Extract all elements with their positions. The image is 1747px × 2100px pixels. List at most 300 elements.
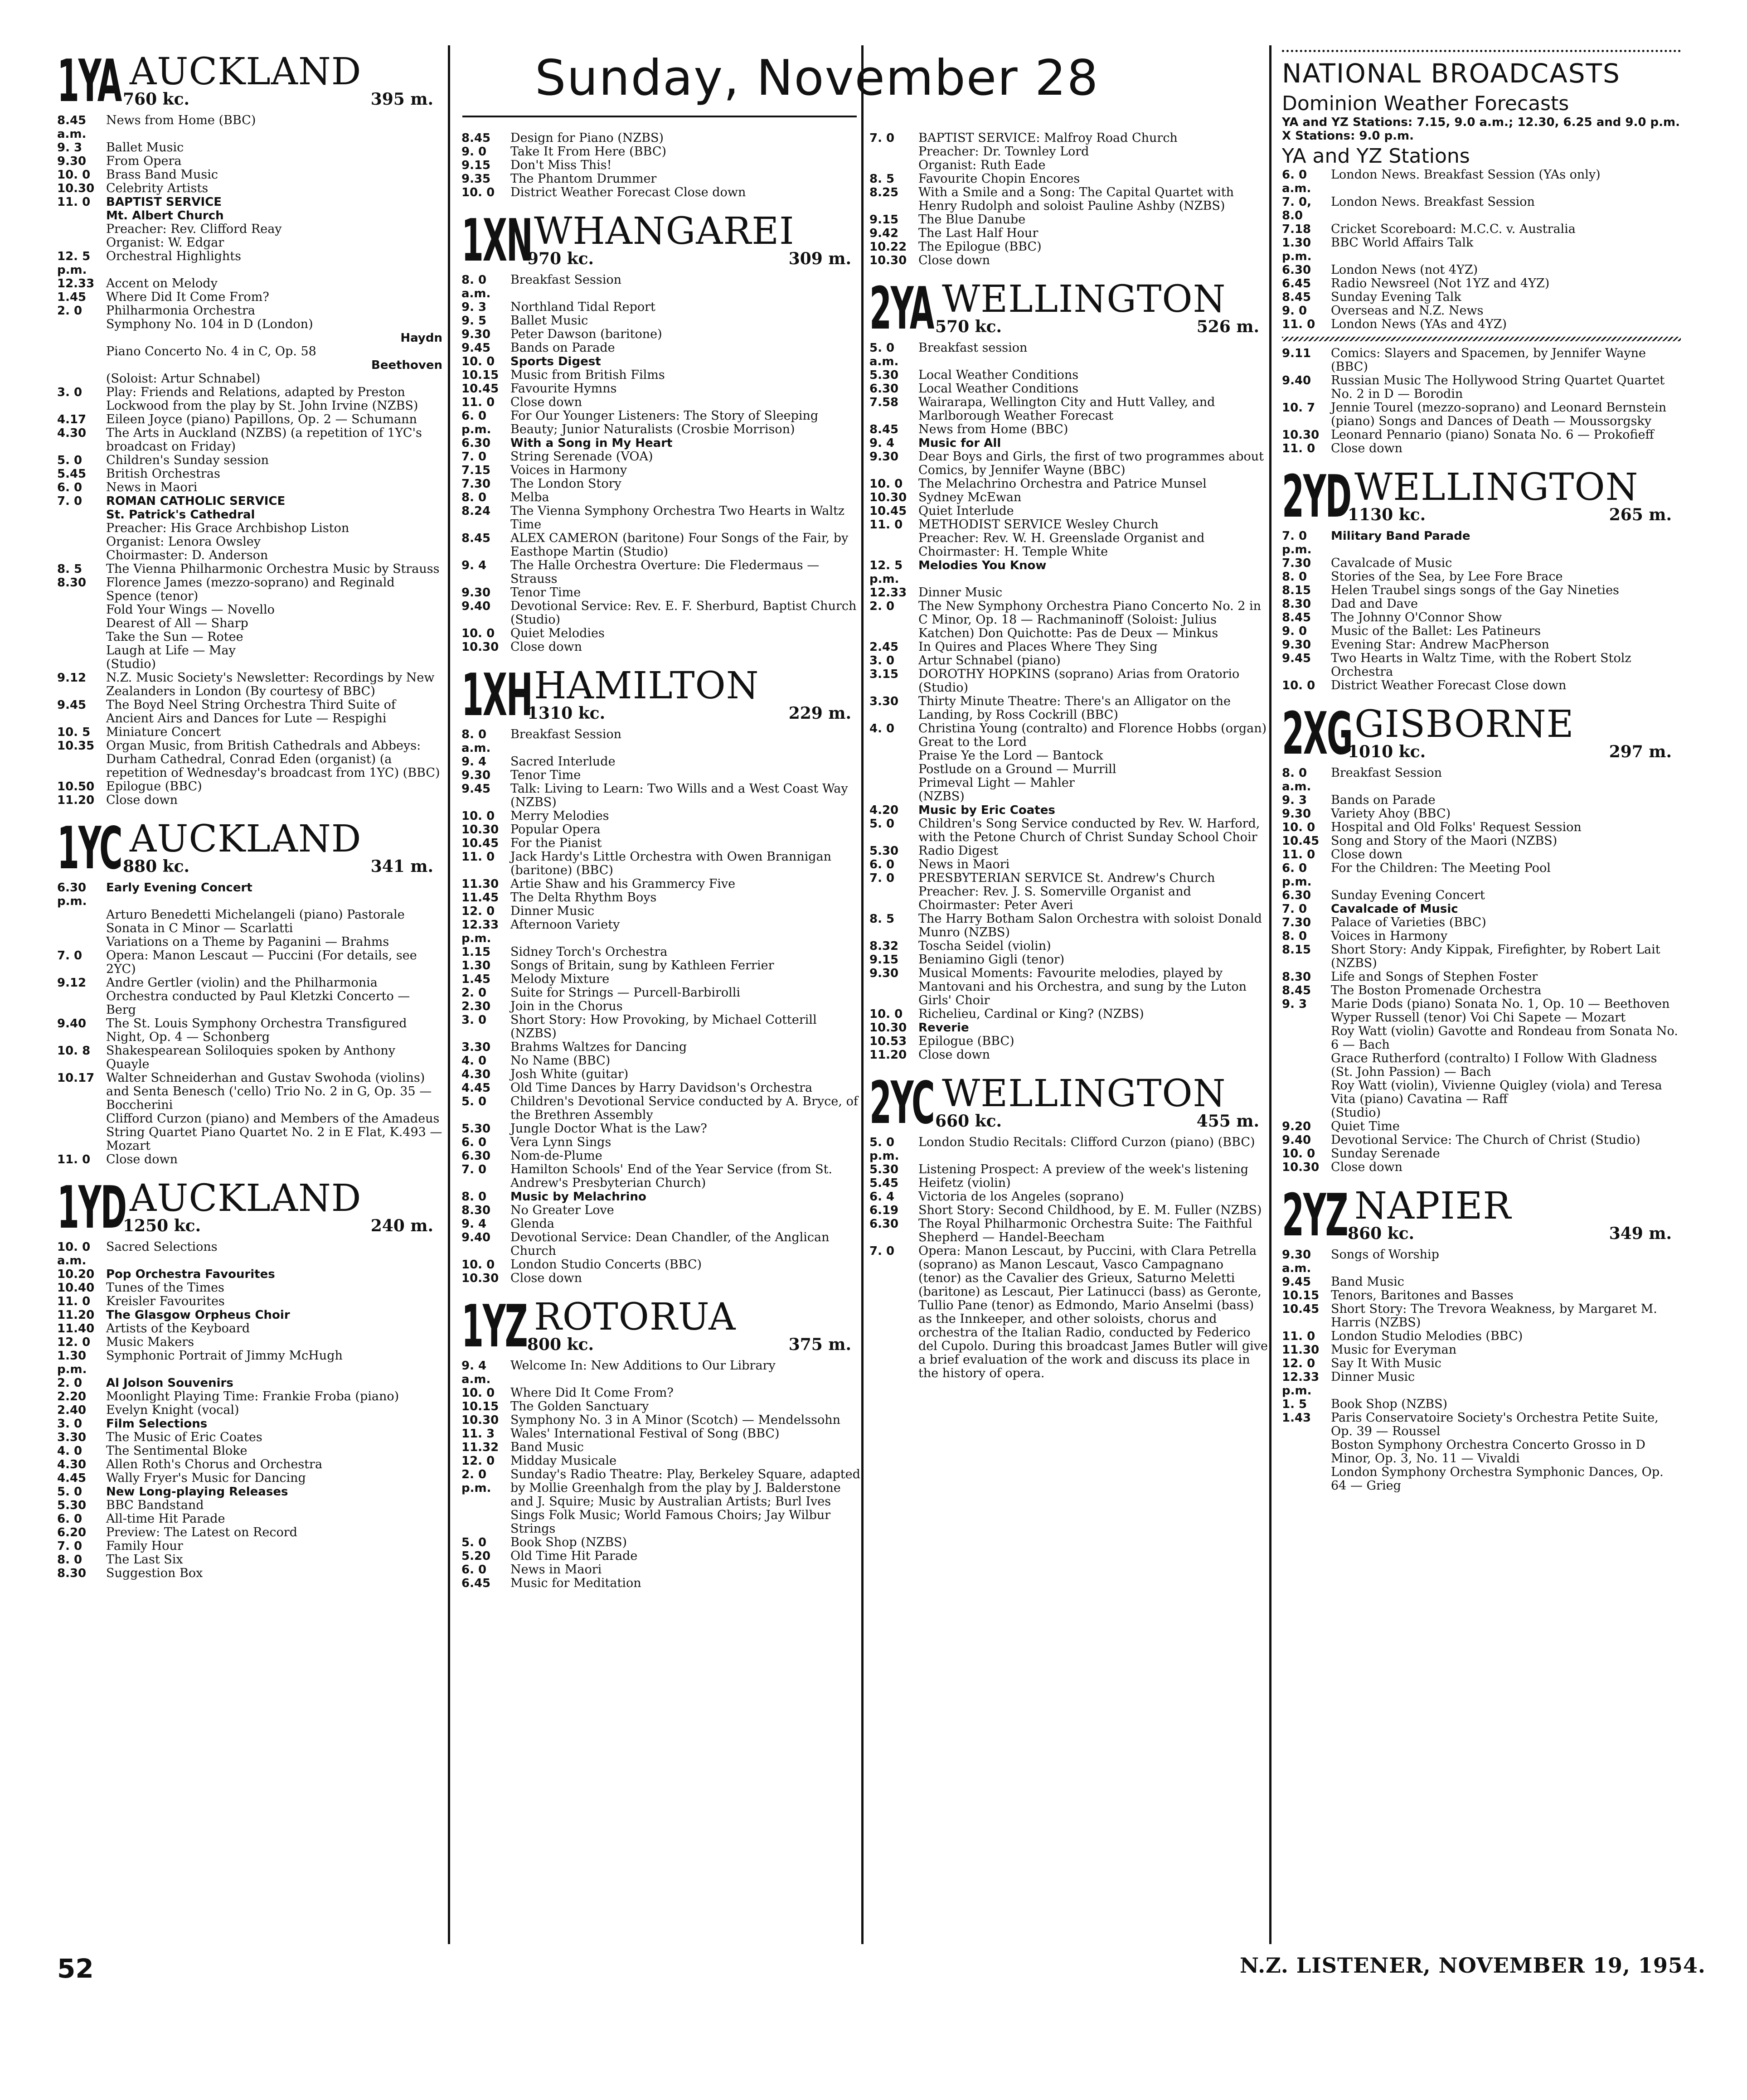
schedule-description: Two Hearts in Waltz Time, with the Robert Stolz Orchestra	[1331, 651, 1631, 679]
schedule-description: BBC World Affairs Talk	[1331, 236, 1474, 250]
schedule-description: Close down	[510, 1271, 582, 1285]
schedule-time: 10. 0	[461, 1258, 495, 1272]
schedule-description: Thirty Minute Theatre: There's an Alligator on the Landing, by Ross Cockrill (BBC)	[918, 694, 1231, 722]
schedule-row	[869, 668, 1268, 695]
schedule-list	[1282, 766, 1681, 1174]
schedule-row	[57, 426, 442, 454]
schedule-time: 10. 8	[57, 1044, 91, 1058]
schedule-description	[106, 881, 442, 908]
schedule-row	[1282, 794, 1681, 807]
schedule-time: 11.20	[57, 1308, 95, 1322]
schedule-row	[57, 1512, 442, 1526]
schedule-description: Tenor Time	[510, 768, 581, 782]
schedule-description	[106, 1268, 442, 1281]
schedule-row	[869, 640, 1268, 654]
schedule-row	[1282, 997, 1681, 1011]
schedule-time: 8.30	[57, 576, 87, 590]
schedule-time: 12. 0	[57, 1335, 91, 1349]
schedule-row	[57, 630, 442, 644]
schedule-row	[57, 467, 442, 481]
schedule-row	[461, 464, 860, 477]
schedule-description: Great to the Lord	[918, 735, 1027, 749]
schedule-description	[106, 1308, 442, 1322]
schedule-description: Wales' International Festival of Song (BBC)	[510, 1427, 780, 1441]
schedule-description: N.Z. Music Society's Newsletter: Recordings by New Zealanders in London (By courtesy of BBC)	[106, 671, 435, 698]
schedule-description: Say It With Music	[1331, 1356, 1441, 1370]
masthead: N.Z. LISTENER, NOVEMBER 19, 1954.	[1240, 1953, 1706, 1978]
schedule-row	[1282, 1275, 1681, 1289]
schedule-time	[869, 776, 918, 790]
schedule-description: No Greater Love	[510, 1203, 614, 1217]
schedule-description: Join in the Chorus	[510, 999, 623, 1013]
schedule-highlight: Music for All	[918, 436, 1001, 450]
schedule-time: 12. 0	[461, 905, 495, 918]
schedule-time	[57, 617, 106, 630]
schedule-row	[1282, 277, 1681, 290]
schedule-row	[869, 227, 1268, 240]
schedule-time: 3. 0	[57, 1417, 82, 1431]
schedule-time: 8.25	[869, 186, 899, 199]
schedule-description: Close down	[510, 640, 582, 654]
schedule-description: Palace of Varieties (BBC)	[1331, 915, 1486, 929]
schedule-row	[57, 1499, 442, 1512]
schedule-row	[1282, 1079, 1681, 1106]
schedule-time: 3. 0	[461, 1013, 487, 1027]
schedule-time: 3.30	[461, 1040, 491, 1054]
schedule-time: 8. 0 a.m.	[461, 728, 491, 755]
schedule-time	[57, 508, 106, 522]
schedule-row	[57, 182, 442, 195]
schedule-time: 9.45	[57, 698, 87, 712]
column-3	[869, 131, 1268, 1390]
schedule-row	[1282, 374, 1681, 401]
schedule-row	[57, 141, 442, 155]
schedule-row	[57, 114, 442, 141]
station-header	[869, 275, 1268, 343]
schedule-time: 6. 0	[869, 858, 895, 871]
schedule-highlight: Pop Orchestra Favourites	[106, 1268, 275, 1281]
schedule-description: Band Music	[1331, 1275, 1404, 1289]
schedule-highlight: Al Jolson Souvenirs	[106, 1376, 233, 1390]
schedule-description: Richelieu, Cardinal or King? (NZBS)	[918, 1007, 1144, 1021]
schedule-time: 10.45	[1282, 1302, 1320, 1316]
schedule-description: District Weather Forecast Close down	[1331, 678, 1567, 692]
schedule-description: Tenors, Baritones and Basses	[1331, 1288, 1514, 1302]
station-city: GISBORNE	[1354, 703, 1574, 746]
schedule-time: 6.45	[461, 1577, 491, 1590]
schedule-time: 8.32	[869, 939, 899, 953]
schedule-description: Band Music	[510, 1440, 584, 1454]
schedule-row	[869, 1035, 1268, 1048]
schedule-description: Epilogue (BBC)	[106, 779, 202, 794]
schedule-row	[461, 1068, 860, 1081]
station-city: WELLINGTON	[942, 1072, 1226, 1115]
schedule-time: 8. 0	[1282, 929, 1307, 943]
schedule-row	[461, 504, 860, 532]
schedule-time: 9.40	[57, 1017, 87, 1031]
schedule-list	[869, 131, 1268, 267]
schedule-description: Old Time Hit Parade	[510, 1549, 638, 1563]
weather-line: YA and YZ Stations: 7.15, 9.0 a.m.; 12.30, 6.25 and 9.0 p.m.	[1282, 116, 1680, 129]
schedule-description: The Last Six	[106, 1553, 183, 1567]
schedule-row	[1282, 263, 1681, 277]
schedule-row	[461, 1204, 860, 1217]
schedule-description: Close down	[510, 395, 582, 409]
schedule-description: Local Weather Conditions	[918, 382, 1079, 396]
schedule-row	[1282, 304, 1681, 318]
schedule-description: Symphonic Portrait of Jimmy McHugh	[106, 1349, 343, 1363]
schedule-time: 10.50	[57, 780, 95, 794]
schedule-description: Close down	[106, 1152, 178, 1166]
schedule-row	[1282, 766, 1681, 794]
schedule-row	[869, 450, 1268, 477]
schedule-description: (Studio)	[1331, 1106, 1381, 1120]
schedule-description: Clifford Curzon (piano) and Members of the Amadeus String Quartet Piano Quartet No. 2 in E Flat, K.493 — Mozart	[106, 1112, 442, 1153]
schedule-row	[57, 562, 442, 576]
schedule-description: BBC Bandstand	[106, 1498, 204, 1512]
schedule-time: 4.45	[57, 1471, 87, 1485]
station-city: AUCKLAND	[130, 50, 362, 93]
schedule-time	[869, 532, 918, 559]
schedule-row	[1282, 556, 1681, 570]
schedule-time: 10. 7	[1282, 401, 1315, 415]
schedule-row	[57, 1485, 442, 1499]
station-wavelength: 240 m.	[370, 1216, 433, 1235]
schedule-description: Dinner Music	[918, 585, 1003, 600]
schedule-time: 12.33 p.m.	[1282, 1370, 1320, 1398]
national-broadcasts-title: NATIONAL BROADCASTS	[1282, 58, 1621, 89]
schedule-time	[1282, 1079, 1331, 1106]
schedule-row	[57, 603, 442, 617]
schedule-description: Brahms Waltzes for Dancing	[510, 1040, 687, 1054]
schedule-row	[57, 794, 442, 807]
schedule-description: Jungle Doctor What is the Law?	[510, 1122, 707, 1136]
schedule-row	[57, 535, 442, 549]
schedule-row	[1282, 1370, 1681, 1398]
schedule-time: 9.40	[1282, 1133, 1311, 1147]
schedule-description	[106, 494, 442, 508]
schedule-row	[57, 508, 442, 522]
schedule-time: 5. 0 a.m.	[869, 341, 899, 368]
schedule-row	[461, 1400, 860, 1413]
schedule-row	[461, 1163, 860, 1190]
schedule-description: Radio Digest	[918, 844, 999, 858]
schedule-highlight: Reverie	[918, 1021, 969, 1035]
schedule-row	[461, 640, 860, 654]
station-header	[1282, 700, 1681, 768]
schedule-time: 10.30	[869, 1021, 907, 1035]
schedule-row	[1282, 1466, 1681, 1493]
schedule-description: Choirmaster: D. Anderson	[106, 548, 268, 562]
station-wavelength: 375 m.	[788, 1335, 851, 1354]
spacer	[869, 1380, 1268, 1390]
column-rule	[861, 45, 864, 1944]
schedule-description: Children's Sunday session	[106, 453, 269, 467]
schedule-time: 9.12	[57, 671, 87, 685]
schedule-row	[1282, 638, 1681, 652]
weather-heading: Dominion Weather Forecasts	[1282, 92, 1569, 115]
schedule-description: Short Story: How Provoking, by Michael Cotterill (NZBS)	[510, 1013, 817, 1040]
schedule-description: News from Home (BBC)	[106, 113, 256, 127]
schedule-time	[1282, 1052, 1331, 1079]
schedule-description: Children's Song Service conducted by Rev. W. Harford, with the Petone Church of Christ Sunday School Choir	[918, 817, 1260, 844]
schedule-description: Short Story: Second Childhood, by E. M. Fuller (NZBS)	[918, 1203, 1262, 1217]
schedule-description: British Orchestras	[106, 467, 220, 481]
schedule-time: 2. 0 p.m.	[461, 1468, 491, 1495]
schedule-description: Suite for Strings — Purcell-Barbirolli	[510, 986, 741, 1000]
schedule-time: 8.15	[1282, 584, 1311, 597]
schedule-description: London Studio Melodies (BBC)	[1331, 1329, 1523, 1343]
schedule-description: Organist: Lenora Owsley	[106, 535, 261, 549]
schedule-row	[1282, 1330, 1681, 1343]
schedule-row	[869, 695, 1268, 722]
schedule-time: 12.33	[869, 586, 907, 600]
schedule-description: Roy Watt (violin) Gavotte and Rondeau from Sonata No. 6 — Bach	[1331, 1024, 1678, 1052]
schedule-row	[461, 341, 860, 355]
schedule-description: Close down	[1331, 847, 1403, 861]
schedule-description: Celebrity Artists	[106, 181, 209, 195]
schedule-row	[869, 1217, 1268, 1244]
schedule-row	[869, 382, 1268, 396]
schedule-description: Cavalcade of Music	[1331, 556, 1452, 570]
schedule-row	[461, 300, 860, 314]
schedule-description: The Blue Danube	[918, 213, 1026, 227]
station-wavelength: 265 m.	[1609, 505, 1672, 524]
schedule-highlight: Music by Eric Coates	[918, 803, 1055, 817]
schedule-row	[869, 240, 1268, 254]
schedule-description: BAPTIST SERVICE: Malfroy Road Church	[918, 131, 1178, 145]
schedule-time: 11.30	[461, 877, 499, 891]
schedule-description: Melba	[510, 490, 549, 504]
schedule-description: Jack Hardy's Little Orchestra with Owen Brannigan (baritone) (BBC)	[510, 850, 832, 877]
schedule-description: Nom-de-Plume	[510, 1149, 602, 1163]
schedule-description: Eileen Joyce (piano) Papillons, Op. 2 — Schumann	[106, 412, 417, 426]
schedule-time: 9.45	[461, 341, 491, 355]
schedule-list	[57, 881, 442, 1166]
schedule-row	[57, 1458, 442, 1471]
schedule-time: 6.30 p.m.	[57, 881, 87, 908]
schedule-time: 9.30	[461, 586, 491, 600]
schedule-time: 1.30	[461, 959, 491, 973]
schedule-list	[1282, 1248, 1681, 1493]
station-city: WHANGAREI	[534, 210, 795, 253]
schedule-time: 7. 0	[461, 450, 487, 464]
column-rule	[1269, 45, 1271, 1944]
schedule-time: 9.30	[1282, 807, 1311, 821]
schedule-row	[1282, 347, 1681, 374]
schedule-time: 12.33 p.m.	[461, 918, 499, 945]
schedule-time: 10.40	[57, 1281, 95, 1295]
schedule-time: 10.30	[461, 823, 499, 837]
schedule-description: (Soloist: Artur Schnabel)	[106, 372, 261, 386]
schedule-time: 8. 0	[461, 1190, 487, 1204]
schedule-time	[57, 630, 106, 644]
schedule-row	[1282, 1025, 1681, 1052]
schedule-description: Shakespearean Soliloquies spoken by Anthony Quayle	[106, 1044, 395, 1071]
schedule-description: News in Maori	[510, 1563, 602, 1577]
schedule-description: Close down	[1331, 1160, 1403, 1174]
schedule-time: 10.30	[461, 1413, 499, 1427]
schedule-highlight: Music by Melachrino	[510, 1190, 646, 1204]
schedule-description: Short Story: Andy Kippak, Firefighter, by Robert Lait (NZBS)	[1331, 943, 1660, 970]
schedule-time: 9.30	[461, 328, 491, 341]
schedule-row	[869, 776, 1268, 790]
schedule-description: Music from British Films	[510, 368, 665, 382]
schedule-row	[57, 1539, 442, 1553]
schedule-time	[57, 223, 106, 236]
schedule-time: 12. 5 p.m.	[869, 559, 903, 586]
schedule-time: 4.45	[461, 1081, 491, 1095]
schedule-description	[918, 559, 1268, 586]
schedule-description: Arturo Benedetti Michelangeli (piano) Pastorale	[106, 908, 405, 922]
schedule-time	[869, 749, 918, 763]
schedule-row	[869, 559, 1268, 586]
schedule-highlight: BAPTIST SERVICE	[106, 195, 222, 209]
schedule-description: The Sentimental Bloke	[106, 1444, 247, 1458]
schedule-time: 8.45	[1282, 984, 1311, 997]
schedule-time: 9. 0	[1282, 624, 1307, 638]
station-call-sign: 1YA	[57, 50, 121, 115]
schedule-row	[869, 213, 1268, 227]
schedule-time: 10. 0	[461, 186, 495, 199]
schedule-description: Merry Melodies	[510, 809, 609, 823]
schedule-list	[461, 728, 860, 1285]
schedule-description: Opera: Manon Lescaut — Puccini (For details, see 2YC)	[106, 948, 417, 976]
schedule-row	[57, 236, 442, 250]
schedule-time: 1.45	[57, 290, 87, 304]
schedule-description	[510, 436, 860, 450]
schedule-time: 2.40	[57, 1403, 87, 1417]
schedule-row	[57, 1431, 442, 1444]
schedule-description: Breakfast Session	[510, 273, 622, 287]
schedule-time: 10.30	[869, 254, 907, 267]
schedule-time: 10.15	[461, 1400, 499, 1413]
schedule-time: 9. 4 a.m.	[461, 1359, 491, 1386]
schedule-time: 6.45	[1282, 277, 1311, 290]
schedule-description: Wairarapa, Wellington City and Hutt Valley, and Marlborough Weather Forecast	[918, 395, 1215, 423]
station-frequency: 1250 kc.	[123, 1216, 201, 1235]
station-call-sign: 2YA	[869, 275, 934, 343]
station-frequency: 880 kc.	[123, 857, 190, 876]
schedule-description: Accent on Melody	[106, 276, 218, 290]
schedule-description: Vera Lynn Sings	[510, 1135, 611, 1149]
schedule-time: 10.45	[461, 837, 499, 850]
schedule-time: 2. 0	[461, 986, 487, 1000]
schedule-row	[869, 131, 1268, 145]
schedule-description: Where Did It Come From?	[510, 1386, 674, 1400]
schedule-time: 9. 5	[461, 314, 487, 328]
schedule-row	[461, 728, 860, 755]
schedule-row	[1282, 984, 1681, 997]
station-call-sign: 1YZ	[461, 1293, 527, 1360]
schedule-time: 2.30	[461, 1000, 491, 1013]
schedule-row	[461, 1468, 860, 1536]
schedule-row	[57, 658, 442, 671]
schedule-time: 9.45	[1282, 652, 1311, 665]
page-title: Sunday, November 28	[535, 50, 1099, 106]
station-frequency: 760 kc.	[123, 90, 190, 109]
schedule-time: 9.30 a.m.	[1282, 1248, 1311, 1275]
schedule-time: 12. 5 p.m.	[57, 250, 91, 277]
schedule-description: Artur Schnabel (piano)	[918, 653, 1061, 668]
station-wavelength: 341 m.	[370, 857, 433, 876]
schedule-description: Music Makers	[106, 1335, 194, 1349]
column-2	[461, 131, 860, 1600]
schedule-description: Fold Your Wings — Novello	[106, 603, 275, 617]
schedule-description: Paris Conservatoire Society's Orchestra Petite Suite, Op. 39 — Roussel	[1331, 1411, 1659, 1438]
schedule-description: The Vienna Symphony Orchestra Two Hearts in Waltz Time	[510, 504, 845, 532]
station-wavelength: 395 m.	[370, 90, 433, 109]
station-wavelength: 349 m.	[1609, 1224, 1672, 1243]
schedule-description: Sunday Evening Talk	[1331, 290, 1461, 304]
schedule-row	[461, 905, 860, 918]
schedule-time: 6.30	[869, 1217, 899, 1231]
schedule-row	[461, 600, 860, 627]
schedule-time: 9.40	[461, 1231, 491, 1244]
schedule-highlight: ROMAN CATHOLIC SERVICE	[106, 494, 286, 508]
schedule-time: 9.30	[57, 155, 87, 168]
schedule-row	[1282, 290, 1681, 304]
schedule-time: 3.30	[57, 1431, 87, 1444]
schedule-description: Helen Traubel sings songs of the Gay Nineties	[1331, 583, 1619, 597]
schedule-row	[57, 1471, 442, 1485]
schedule-row	[57, 195, 442, 209]
schedule-description: Preacher: Dr. Townley Lord	[918, 145, 1089, 159]
schedule-row	[57, 935, 442, 949]
schedule-time: 8.45	[461, 532, 491, 545]
schedule-description: Preacher: His Grace Archbishop Liston	[106, 521, 349, 535]
schedule-time: 10.30	[1282, 428, 1320, 442]
schedule-description: Melody Mixture	[510, 972, 610, 986]
schedule-time: 3. 0	[869, 654, 895, 668]
schedule-description: Close down	[106, 793, 178, 807]
schedule-row	[461, 1413, 860, 1427]
schedule-time: 7. 0	[57, 949, 82, 963]
schedule-list	[1282, 529, 1681, 692]
schedule-description: Victoria de los Angeles (soprano)	[918, 1190, 1124, 1204]
schedule-description: Artie Shaw and his Grammercy Five	[510, 877, 736, 891]
schedule-description: Music of the Ballet: Les Patineurs	[1331, 624, 1541, 638]
schedule-description: Play: Friends and Relations, adapted by Preston Lockwood from the play by St. John Irvine (NZBS)	[106, 385, 418, 413]
schedule-row	[461, 1427, 860, 1441]
schedule-time: 10.30	[57, 182, 95, 195]
schedule-row	[1282, 597, 1681, 611]
composer-name: Beethoven	[371, 358, 442, 372]
schedule-description: Allen Roth's Chorus and Orchestra	[106, 1457, 323, 1471]
schedule-row	[461, 131, 860, 145]
schedule-row	[1282, 807, 1681, 821]
schedule-description	[918, 1021, 1268, 1035]
schedule-row	[869, 654, 1268, 668]
station-frequency: 660 kc.	[935, 1112, 1002, 1131]
schedule-row	[869, 735, 1268, 749]
schedule-time: 8.45	[1282, 290, 1311, 304]
schedule-row	[1282, 943, 1681, 970]
schedule-row	[461, 186, 860, 199]
schedule-row	[57, 576, 442, 603]
schedule-time	[57, 549, 106, 562]
schedule-description: Moonlight Playing Time: Frankie Froba (piano)	[106, 1389, 399, 1403]
schedule-time: 11. 0	[57, 1295, 91, 1308]
schedule-time	[57, 236, 106, 250]
schedule-description: Evelyn Knight (vocal)	[106, 1403, 239, 1417]
schedule-description: Postlude on a Ground — Murrill	[918, 762, 1116, 776]
schedule-description: Songs of Britain, sung by Kathleen Ferrier	[510, 958, 774, 973]
schedule-description: ALEX CAMERON (baritone) Four Songs of the Fair, by Easthope Martin (Studio)	[510, 531, 849, 559]
schedule-row	[869, 532, 1268, 559]
schedule-row	[869, 341, 1268, 368]
station-wavelength: 309 m.	[788, 249, 851, 268]
